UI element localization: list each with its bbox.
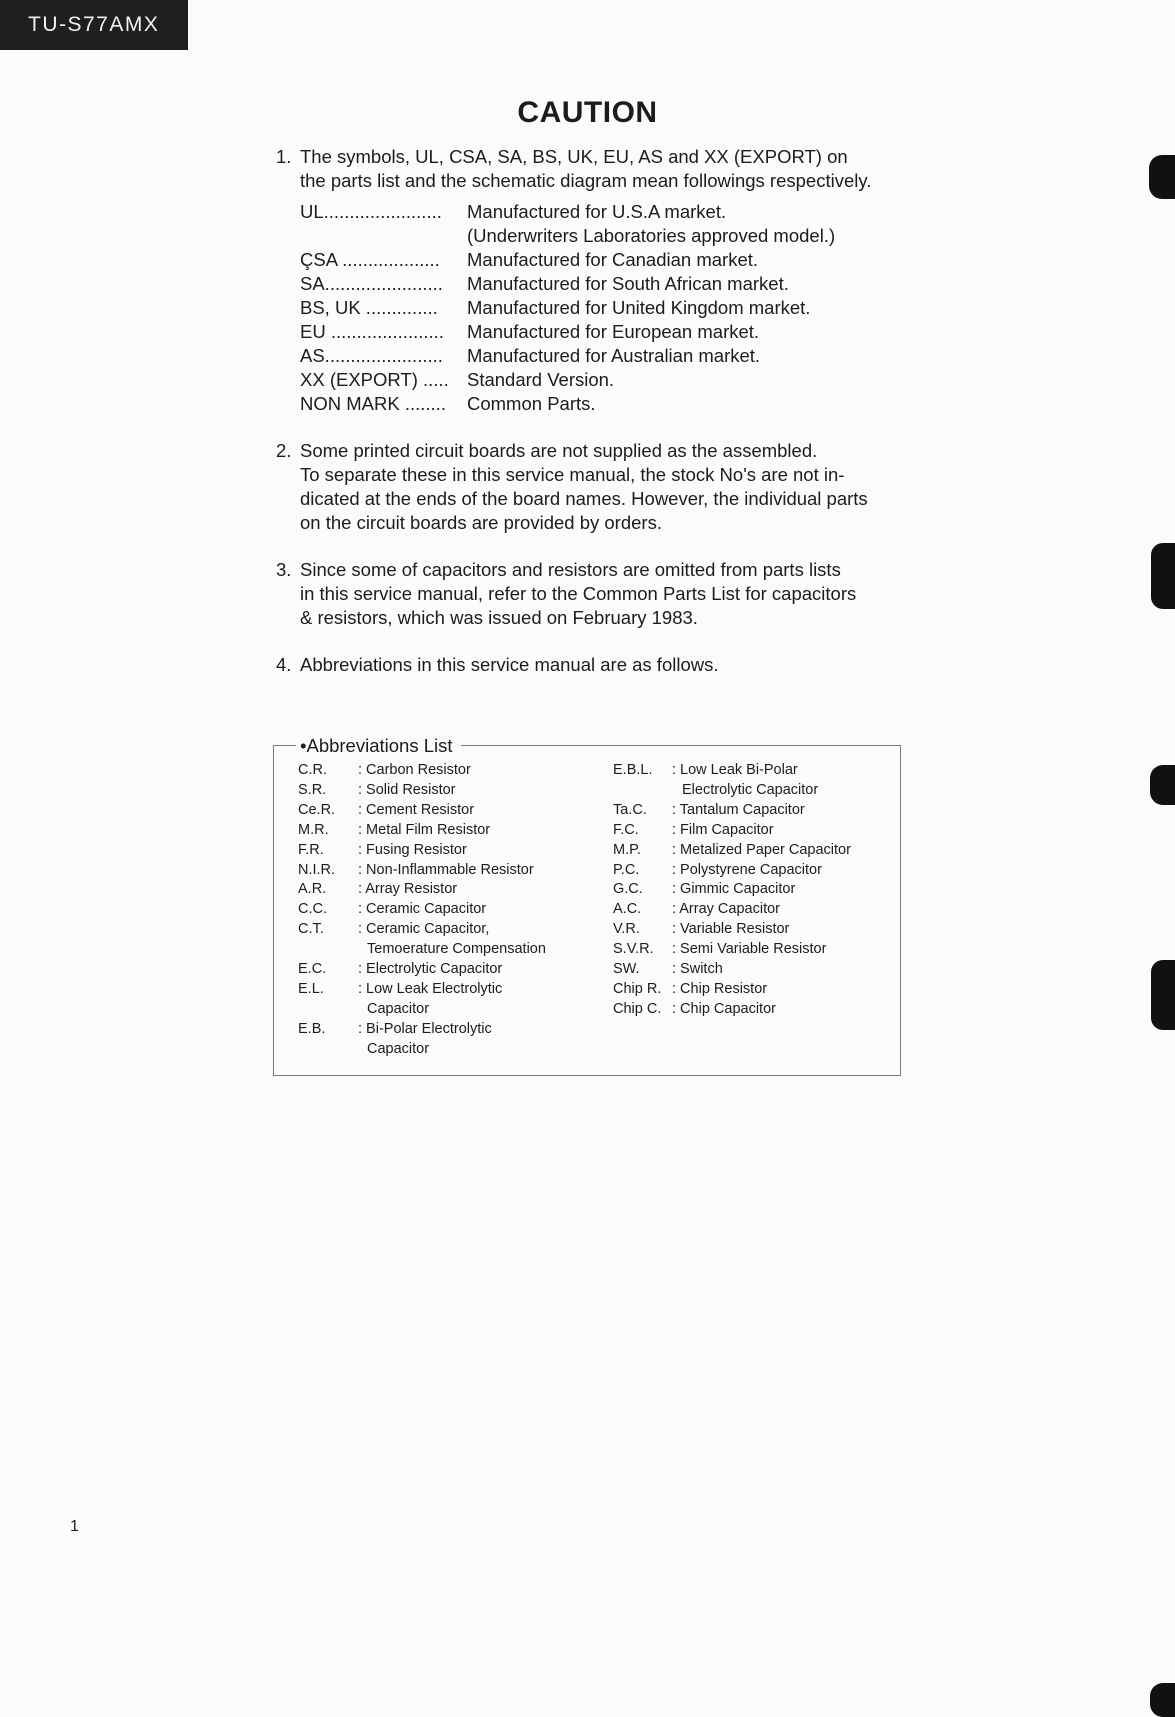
abbr-meaning: : Carbon Resistor bbox=[358, 762, 471, 778]
abbr-meaning: : Fusing Resistor bbox=[358, 841, 467, 858]
abbr-key: C.R. bbox=[298, 762, 327, 778]
punch-hole bbox=[1151, 960, 1175, 1030]
symbol-desc: Standard Version. bbox=[467, 369, 615, 390]
caution-item-4 bbox=[276, 653, 904, 677]
abbr-meaning-continued: Electrolytic Capacitor bbox=[682, 781, 819, 798]
abbr-meaning: : Chip Capacitor bbox=[672, 1000, 776, 1017]
abbr-meaning: : Electrolytic Capacitor bbox=[358, 961, 503, 978]
abbr-meaning: : Cement Resistor bbox=[358, 801, 475, 818]
caution-item-1 bbox=[276, 145, 904, 416]
symbol-label: EU ...................... bbox=[300, 321, 444, 342]
abbr-key: A.R. bbox=[298, 881, 327, 898]
abbr-row bbox=[613, 761, 893, 781]
symbol-label: UL....................... bbox=[300, 201, 442, 222]
symbol-row bbox=[300, 368, 904, 392]
abbr-meaning: : Low Leak Bi-Polar bbox=[672, 762, 798, 778]
abbr-row bbox=[298, 761, 598, 781]
abbr-key: V.R. bbox=[613, 921, 640, 938]
abbr-row bbox=[613, 841, 893, 861]
abbr-meaning: : Polystyrene Capacitor bbox=[672, 861, 822, 878]
abbr-key: S.V.R. bbox=[613, 941, 654, 958]
abbr-row bbox=[613, 880, 893, 900]
abbr-row bbox=[298, 801, 598, 821]
item-number: 4. bbox=[276, 654, 292, 675]
abbr-meaning-continued: Capacitor bbox=[367, 1040, 430, 1057]
symbol-desc: Manufactured for U.S.A market. bbox=[467, 201, 727, 222]
abbr-key: P.C. bbox=[613, 861, 640, 878]
item-line: the parts list and the schematic diagram mean followings respectively. bbox=[300, 170, 872, 191]
item-number: 2. bbox=[276, 440, 292, 461]
symbol-row bbox=[300, 224, 904, 248]
item-number: 3. bbox=[276, 559, 292, 580]
symbol-row bbox=[300, 392, 904, 416]
abbr-meaning: : Ceramic Capacitor bbox=[358, 901, 487, 918]
page-number: 1 bbox=[70, 1518, 79, 1535]
symbol-row bbox=[300, 320, 904, 344]
abbr-meaning: : Array Resistor bbox=[358, 881, 458, 898]
symbol-desc: Manufactured for South African market. bbox=[467, 273, 789, 294]
symbol-desc: Common Parts. bbox=[467, 393, 596, 414]
symbol-label: SA....................... bbox=[300, 273, 443, 294]
abbr-key: N.I.R. bbox=[298, 861, 336, 878]
abbr-meaning-continued: Capacitor bbox=[367, 1000, 430, 1017]
abbr-row bbox=[298, 861, 598, 881]
abbr-key: A.C. bbox=[613, 901, 642, 918]
item-line: Since some of capacitors and resistors are omitted from parts lists bbox=[300, 559, 841, 580]
symbol-row bbox=[300, 272, 904, 296]
symbol-label: BS, UK .............. bbox=[300, 297, 438, 318]
abbr-row bbox=[298, 1020, 598, 1040]
symbol-row bbox=[300, 200, 904, 224]
symbol-row bbox=[300, 296, 904, 320]
symbol-desc: (Underwriters Laboratories approved model.) bbox=[467, 225, 836, 246]
abbr-meaning: : Array Capacitor bbox=[672, 901, 780, 918]
abbr-key: F.C. bbox=[613, 821, 639, 838]
abbr-meaning-continued: Temoerature Compensation bbox=[367, 941, 546, 958]
item-line: Some printed circuit boards are not supplied as the assembled. bbox=[300, 440, 818, 461]
abbr-key: Chip R. bbox=[613, 980, 662, 997]
symbol-row bbox=[300, 248, 904, 272]
abbreviations-box bbox=[273, 735, 901, 1076]
abbr-row bbox=[613, 920, 893, 940]
abbr-meaning: : Chip Resistor bbox=[672, 980, 768, 997]
abbr-meaning: : Semi Variable Resistor bbox=[672, 941, 827, 958]
abbreviations-left-column bbox=[298, 761, 598, 1060]
abbreviations-title: •Abbreviations List bbox=[296, 735, 461, 757]
symbol-desc: Manufactured for European market. bbox=[467, 321, 760, 342]
abbr-meaning: : Ceramic Capacitor, bbox=[358, 921, 490, 938]
abbr-meaning: : Film Capacitor bbox=[672, 821, 774, 838]
abbr-key: Ta.C. bbox=[613, 801, 647, 818]
abbr-key: E.B. bbox=[298, 1020, 326, 1037]
abbr-meaning: : Variable Resistor bbox=[672, 921, 790, 938]
item-line: Abbreviations in this service manual are as follows. bbox=[300, 654, 719, 675]
abbr-row bbox=[298, 821, 598, 841]
abbr-meaning: : Tantalum Capacitor bbox=[672, 801, 805, 818]
punch-hole bbox=[1150, 1683, 1175, 1717]
abbr-meaning: : Solid Resistor bbox=[358, 781, 456, 798]
abbr-key: SW. bbox=[613, 961, 640, 978]
item-line: in this service manual, refer to the Common Parts List for capacitors bbox=[300, 583, 857, 604]
item-body bbox=[300, 145, 904, 416]
abbr-row bbox=[298, 841, 598, 861]
symbol-label: AS....................... bbox=[300, 345, 443, 366]
symbol-list bbox=[300, 200, 904, 416]
abbr-key: G.C. bbox=[613, 881, 643, 898]
abbr-row bbox=[298, 960, 598, 980]
abbr-key: M.R. bbox=[298, 821, 329, 838]
item-body bbox=[300, 653, 904, 677]
page-title: CAUTION bbox=[517, 96, 658, 129]
symbol-label: ÇSA ................... bbox=[300, 249, 440, 270]
item-body bbox=[300, 558, 904, 630]
abbr-key: Chip C. bbox=[613, 1000, 662, 1017]
abbreviations-right-column bbox=[613, 761, 893, 1020]
abbr-row bbox=[613, 801, 893, 821]
abbr-row bbox=[613, 861, 893, 881]
symbol-desc: Manufactured for Australian market. bbox=[467, 345, 761, 366]
abbr-key: Ce.R. bbox=[298, 801, 336, 818]
item-line: dicated at the ends of the board names. However, the individual parts bbox=[300, 488, 868, 509]
abbr-row bbox=[613, 980, 893, 1000]
symbol-label: NON MARK ........ bbox=[300, 393, 446, 414]
item-line: The symbols, UL, CSA, SA, BS, UK, EU, AS and XX (EXPORT) on bbox=[300, 146, 848, 167]
abbr-key: E.B.L. bbox=[613, 762, 653, 778]
abbr-row bbox=[298, 900, 598, 920]
abbr-row bbox=[613, 960, 893, 980]
punch-hole bbox=[1150, 765, 1175, 805]
abbr-key: C.T. bbox=[298, 921, 324, 938]
item-body bbox=[300, 439, 904, 535]
abbr-row bbox=[613, 1000, 893, 1020]
punch-hole bbox=[1149, 155, 1175, 199]
abbr-key: C.C. bbox=[298, 901, 327, 918]
abbr-meaning: : Switch bbox=[672, 961, 723, 978]
item-number: 1. bbox=[276, 146, 292, 167]
abbr-row bbox=[298, 781, 598, 801]
symbol-label: XX (EXPORT) ..... bbox=[300, 369, 449, 390]
abbr-key: S.R. bbox=[298, 781, 327, 798]
caution-item-3 bbox=[276, 558, 904, 630]
item-line: To separate these in this service manual, the stock No's are not in- bbox=[300, 464, 845, 485]
abbr-row bbox=[298, 980, 598, 1000]
abbr-row bbox=[613, 940, 893, 960]
abbr-key: E.C. bbox=[298, 961, 327, 978]
symbol-desc: Manufactured for United Kingdom market. bbox=[467, 297, 811, 318]
model-tab: TU-S77AMX bbox=[0, 0, 188, 50]
abbr-row bbox=[613, 900, 893, 920]
abbr-key: M.P. bbox=[613, 841, 641, 858]
abbr-meaning: : Low Leak Electrolytic bbox=[358, 980, 503, 997]
symbol-desc: Manufactured for Canadian market. bbox=[467, 249, 759, 270]
caution-item-2 bbox=[276, 439, 904, 535]
abbr-key: E.L. bbox=[298, 980, 324, 997]
abbr-row bbox=[298, 920, 598, 940]
punch-hole bbox=[1151, 543, 1175, 609]
abbr-meaning: : Non-Inflammable Resistor bbox=[358, 861, 534, 878]
abbr-meaning: : Metalized Paper Capacitor bbox=[672, 841, 851, 858]
abbr-key: F.R. bbox=[298, 841, 324, 858]
abbr-row bbox=[613, 821, 893, 841]
abbr-meaning: : Gimmic Capacitor bbox=[672, 881, 796, 898]
item-line: & resistors, which was issued on February 1983. bbox=[300, 607, 698, 628]
item-line: on the circuit boards are provided by orders. bbox=[300, 512, 662, 533]
abbr-meaning: : Bi-Polar Electrolytic bbox=[358, 1020, 492, 1037]
abbr-row bbox=[298, 880, 598, 900]
abbr-meaning: : Metal Film Resistor bbox=[358, 821, 491, 838]
symbol-row bbox=[300, 344, 904, 368]
